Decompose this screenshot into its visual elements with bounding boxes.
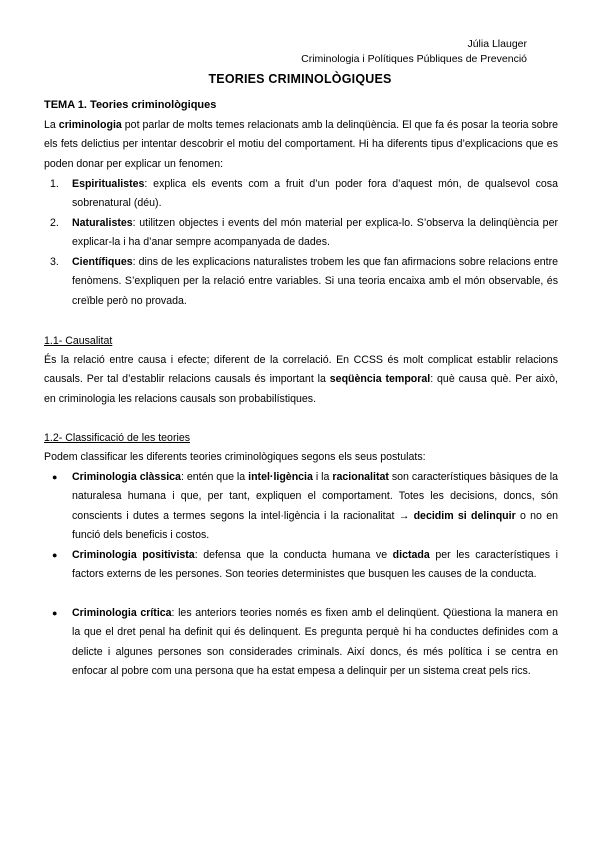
list-item: ● Criminologia positivista: defensa que la conducta humana ve dictada per les característiques i factors externs de les persones. Son teories deterministes que busquen les causes de la conducta. xyxy=(72,546,558,585)
header-course: Criminologia i Polítiques Públiques de Prevenció xyxy=(301,53,527,65)
bold-term: seqüència temporal xyxy=(329,373,431,386)
bold-term: Espiritualistes xyxy=(72,178,145,190)
classificacio-intro: Podem classificar les diferents teories criminològiques segons els seus postulats: xyxy=(44,451,426,463)
bullet-icon: ● xyxy=(52,472,58,482)
list-item: 3. Científiques: dins de les explicacions naturalistes trobem les que fan afirmacions sobre relacions entre fenòmens. S’expliquen per la relació entre variables. Si una teoria encaixa amb el món observable, és creïble però no provada. xyxy=(72,253,558,311)
bold-term: Naturalistes xyxy=(72,217,133,229)
intro-paragraph: La criminologia pot parlar de molts temes relacionats amb la delinqüència. El que fa és posar la teoria sobre els fets delictius per intentar descobrir el motiu del comportament. Hi ha diferents tipus d’explicacions que es poden donar per explicar un fenomen: xyxy=(44,119,559,170)
bullet-icon: ● xyxy=(52,608,58,618)
subsection-heading-causalitat: 1.1- Causalitat xyxy=(44,335,113,347)
list-item: ● Criminologia clàssica: entén que la intel·ligència i la racionalitat son característiques bàsiques de la naturalesa humana i que, per tant, expliquen el comportament. Totes les decisions, doncs, són conscients i dutes a termes segons la intel·ligència i la racionalitat → decidim si delinquir o no en funció dels beneficis i costos. xyxy=(72,468,558,546)
header-author: Júlia Llauger xyxy=(467,38,527,50)
bold-term: Científiques xyxy=(72,256,133,268)
page-title: TEORIES CRIMINOLÒGIQUES xyxy=(208,72,392,86)
list-item: 1. Espiritualistes: explica els events com a fruit d’un poder fora d’aquest món, de qualsevol cosa sobrenatural (déu). xyxy=(72,175,558,214)
list-number: 2. xyxy=(50,217,59,229)
list-item: 2. Naturalistes: utilitzen objectes i events del món material per explica-lo. S’observa la delinqüència per explicar-la i ha d’anar sempre acompanyada de dades. xyxy=(72,214,558,253)
bold-term: criminologia xyxy=(58,119,122,131)
list-number: 1. xyxy=(50,178,59,190)
list-item: ● Criminologia crítica: les anteriors teories només es fixen amb el delinqüent. Qüestiona la manera en la que el dret penal ha definit qui és delinquent. Es pregunta perquè hi ha conductes definides com a delicte i algunes persones son considerades criminals. Així doncs, és més política i se centra en enfocar al pobre com una persona que ha estat empesa a delinquir per un sistema creat pels rics. xyxy=(72,604,558,682)
list-number: 3. xyxy=(50,256,59,268)
section-heading-tema1: TEMA 1. Teories criminològiques xyxy=(44,99,217,111)
bullet-icon: ● xyxy=(52,550,58,560)
subsection-heading-classificacio: 1.2- Classificació de les teories xyxy=(44,432,191,444)
causalitat-paragraph: És la relació entre causa i efecte; diferent de la correlació. En CCSS és molt complicat establir relacions causals. Per tal d’establir relacions causals és important la seqüència temporal: què causa què. Per això, en criminologia les relacions causals son probabilístiques. xyxy=(44,354,558,405)
